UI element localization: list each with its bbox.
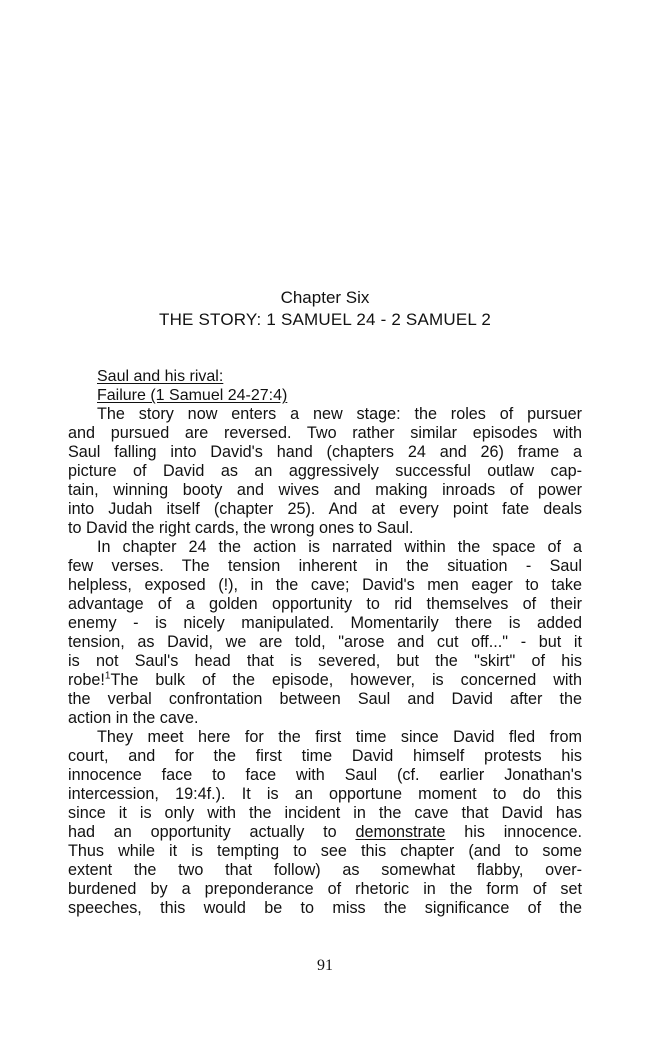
text-line: the verbal confrontation between Saul and David after the [68, 690, 582, 708]
chapter-number: Chapter Six [280, 288, 370, 307]
text-fragment: his innocence. [464, 823, 583, 841]
text-line: few verses. The tension inherent in the situation - Saul [68, 557, 582, 575]
text-line: tain, winning booty and wives and making inroads of power [68, 481, 582, 499]
text-line: into Judah itself (chapter 25). And at every point fate deals [68, 500, 582, 518]
text-line: extent the two that follow) as somewhat flabby, over- [68, 861, 582, 879]
emphasized-word: demonstrate [355, 823, 446, 841]
text-line: In chapter 24 the action is narrated within the space of a [97, 538, 582, 556]
text-line: picture of David as an aggressively successful outlaw cap- [68, 462, 582, 480]
text-line: enemy - is nicely manipulated. Momentarily there is added [68, 614, 582, 632]
text-line: helpless, exposed (!), in the cave; David's men eager to take [68, 576, 582, 594]
text-line: action in the cave. [68, 709, 199, 727]
text-line: burdened by a preponderance of rhetoric in the form of set [68, 880, 582, 898]
text-line-with-footnote [68, 671, 582, 690]
text-line: The story now enters a new stage: the roles of pursuer [97, 405, 582, 423]
footnote-marker[interactable]: 1 [104, 670, 111, 682]
text-line: intercession, 19:4f.). It is an opportune moment to do this [68, 785, 582, 803]
section-subheading: Failure (1 Samuel 24-27:4) [97, 387, 288, 404]
text-line: Saul falling into David's hand (chapters 24 and 26) frame a [68, 443, 582, 461]
text-line: court, and for the first time David himself protests his [68, 747, 582, 765]
chapter-title: THE STORY: 1 SAMUEL 24 - 2 SAMUEL 2 [158, 310, 491, 329]
text-line: Thus while it is tempting to see this chapter (and to some [68, 842, 582, 860]
text-line: is not Saul's head that is severed, but the "skirt" of his [68, 652, 582, 670]
text-fragment: had an opportunity actually to [68, 823, 337, 841]
body-text [68, 405, 582, 918]
text-line: since it is only with the incident in the cave that David has [68, 804, 582, 822]
text-line: advantage of a golden opportunity to rid themselves of their [68, 595, 582, 613]
text-line: and pursued are reversed. Two rather similar episodes with [68, 424, 582, 442]
text-line: speeches, this would be to miss the significance of the [68, 899, 582, 917]
text-fragment: robe! [68, 671, 105, 689]
text-line: tension, as David, we are told, "arose and cut off..." - but it [68, 633, 582, 651]
text-fragment: The bulk of the episode, however, is concerned with [110, 671, 582, 689]
section-heading: Saul and his rival: [97, 368, 224, 385]
text-line: innocence face to face with Saul (cf. earlier Jonathan's [68, 766, 582, 784]
text-line: to David the right cards, the wrong ones to Saul. [68, 519, 414, 537]
page-number: 91 [317, 957, 333, 974]
text-line-with-emphasis [68, 823, 582, 842]
text-line: They meet here for the first time since David fled from [97, 728, 582, 746]
